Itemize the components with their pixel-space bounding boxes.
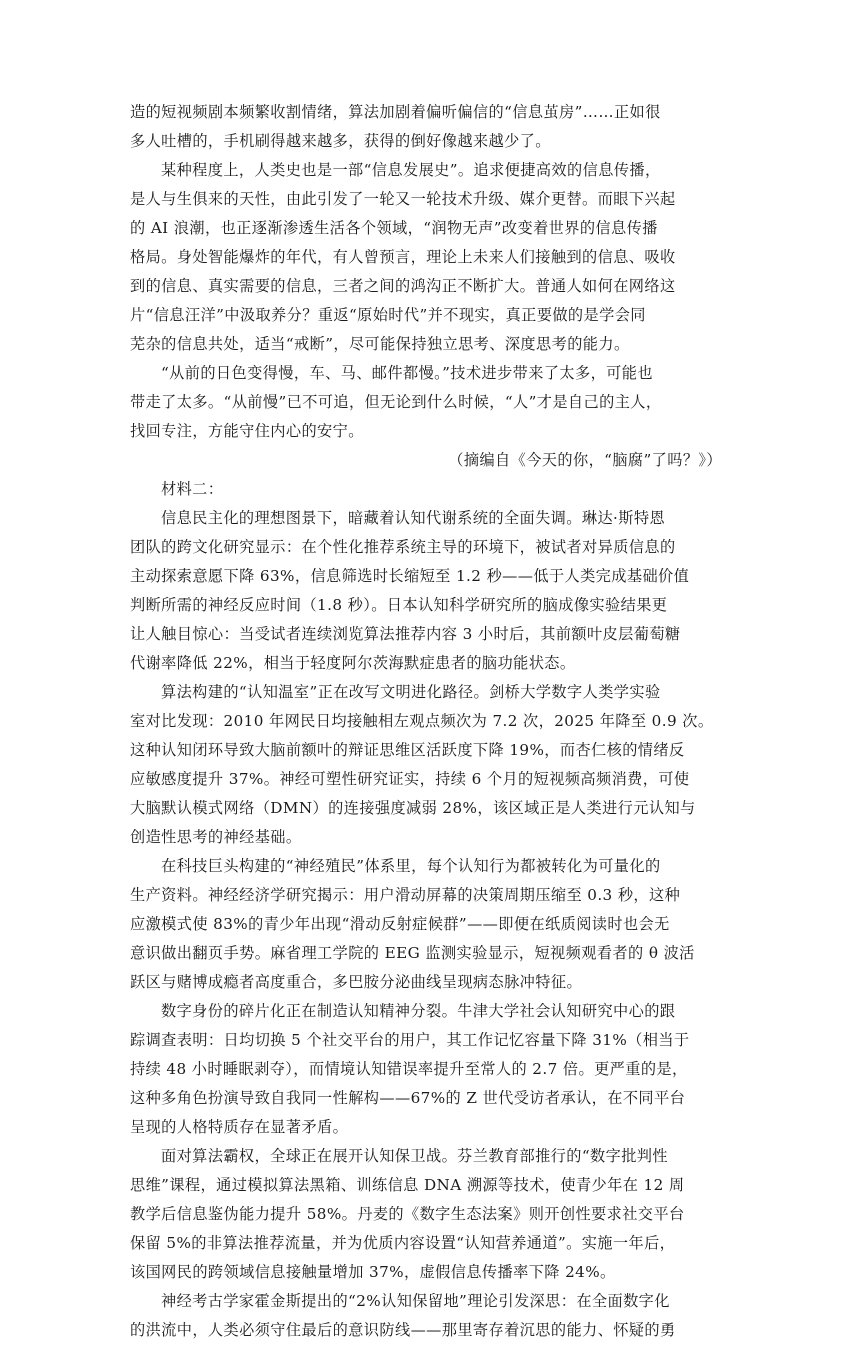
text-line: 意识做出翻页手势。麻省理工学院的 EEG 监测实验显示，短视频观看者的 θ 波活: [130, 944, 695, 962]
text-line: 是人与生俱来的天性，由此引发了一轮又一轮技术升级、媒介更替。而眼下兴起: [130, 190, 676, 208]
text-line: 这种认知闭环导致大脑前额叶的辩证思维区活跃度下降 19%，而杏仁核的情绪反: [130, 741, 685, 759]
text-line: 生产资料。神经经济学研究揭示：用户滑动屏幕的决策周期压缩至 0.3 秒，这种: [130, 886, 681, 904]
text-line: 多人吐槽的，手机刷得越来越多，获得的倒好像越来越少了。: [130, 132, 551, 150]
text-line: 跃区与赌博成瘾者高度重合，多巴胺分泌曲线呈现病态脉冲特征。: [130, 973, 583, 991]
text-line: 到的信息、真实需要的信息，三者之间的鸿沟正不断扩大。普通人如何在网络这: [130, 277, 676, 295]
text-line: 找回专注，方能守住内心的安宁。: [130, 422, 364, 440]
text-line: 教学后信息鉴伪能力提升 58%。丹麦的《数字生态法案》则开创性要求社交平台: [130, 1205, 685, 1223]
text-line: 判断所需的神经反应时间（1.8 秒）。日本认知科学研究所的脑成像实验结果更: [130, 596, 668, 614]
text-line: “从前的日色变得慢，车、马、邮件都慢。”技术进步带来了太多，可能也: [161, 364, 653, 382]
text-line: 让人触目惊心：当受试者连续浏览算法推荐内容 3 小时后，其前额叶皮层葡萄糖: [130, 625, 681, 643]
text-line: 主动探索意愿下降 63%，信息筛选时长缩短至 1.2 秒——低于人类完成基础价值: [130, 567, 690, 585]
text-line: 创造性思考的神经基础。: [130, 828, 302, 846]
text-line: 踪调查表明：日均切换 5 个社交平台的用户，其工作记忆容量下降 31%（相当于: [130, 1031, 690, 1049]
text-line: 持续 48 小时睡眠剥夺），而情境认知错误率提升至常人的 2.7 倍。更严重的是，: [130, 1060, 688, 1078]
text-line: 该国网民的跨领域信息接触量增加 37%，虚假信息传播率下降 24%。: [130, 1263, 616, 1281]
text-line: 这种多角色扮演导致自我同一性解构——67%的 Z 世代受访者承认，在不同平台: [130, 1089, 686, 1107]
text-line: 保留 5%的非算法推荐流量，并为优质内容设置“认知营养通道”。实施一年后，: [130, 1234, 676, 1252]
text-line: 思维”课程，通过模拟算法黑箱、训练信息 DNA 溯源等技术，使青少年在 12 周: [130, 1176, 685, 1194]
text-line: 大脑默认模式网络（DMN）的连接强度减弱 28%，该区域正是人类进行元认知与: [130, 799, 696, 817]
text-line: 呈现的人格特质存在显著矛盾。: [130, 1118, 349, 1136]
text-line: 片“信息汪洋”中汲取养分？重返“原始时代”并不现实，真正要做的是学会同: [130, 306, 646, 324]
text-line: 团队的跨文化研究显示：在个性化推荐系统主导的环境下，被试者对异质信息的: [130, 538, 676, 556]
text-line: 在科技巨头构建的“神经殖民”体系里，每个认知行为都被转化为可量化的: [161, 857, 661, 875]
text-line: 的 AI 浪潮，也正逐渐渗透生活各个领域，“润物无声”改变着世界的信息传播: [130, 219, 658, 237]
text-line: 造的短视频剧本频繁收割情绪，算法加剧着偏听偏信的“信息茧房”……正如很: [130, 103, 661, 121]
text-line: 数字身份的碎片化正在制造认知精神分裂。牛津大学社会认知研究中心的跟: [161, 1002, 676, 1020]
text-line: 室对比发现：2010 年网民日均接触相左观点频次为 7.2 次，2025 年降至 0.9 次。: [130, 712, 714, 730]
text-line: 的洪流中，人类必须守住最后的意识防线——那里寄存着沉思的能力、怀疑的勇: [130, 1321, 676, 1339]
text-line: 信息民主化的理想图景下，暗藏着认知代谢系统的全面失调。琳达·斯特恩: [161, 509, 666, 527]
text-line: 芜杂的信息共处，适当“戒断”，尽可能保持独立思考、深度思考的能力。: [130, 335, 630, 353]
document-body: [130, 98, 726, 1345]
text-line: 材料二：: [161, 480, 224, 498]
text-line: 应激模式使 83%的青少年出现“滑动反射症候群”——即便在纸质阅读时也会无: [130, 915, 670, 933]
text-line: 神经考古学家霍金斯提出的“2%认知保留地”理论引发深思：在全面数字化: [161, 1292, 670, 1310]
text-line: 格局。身处智能爆炸的年代，有人曾预言，理论上未来人们接触到的信息、吸收: [130, 248, 676, 266]
text-line: 应敏感度提升 37%。神经可塑性研究证实，持续 6 个月的短视频高频消费，可使: [130, 770, 690, 788]
text-line: 面对算法霸权，全球正在展开认知保卫战。芬兰教育部推行的“数字批判性: [161, 1147, 668, 1165]
text-line: 代谢率降低 22%，相当于轻度阿尔茨海默症患者的脑功能状态。: [130, 654, 576, 672]
text-line: 算法构建的“认知温室”正在改写文明进化路径。剑桥大学数字人类学实验: [161, 683, 661, 701]
text-line: 某种程度上，人类史也是一部“信息发展史”。追求便捷高效的信息传播，: [161, 161, 661, 179]
source-citation: （摘编自《今天的你，“脑腐”了吗？》）: [448, 451, 722, 469]
text-line: 带走了太多。“从前慢”已不可追，但无论到什么时候，“人”才是自己的主人，: [130, 393, 662, 411]
